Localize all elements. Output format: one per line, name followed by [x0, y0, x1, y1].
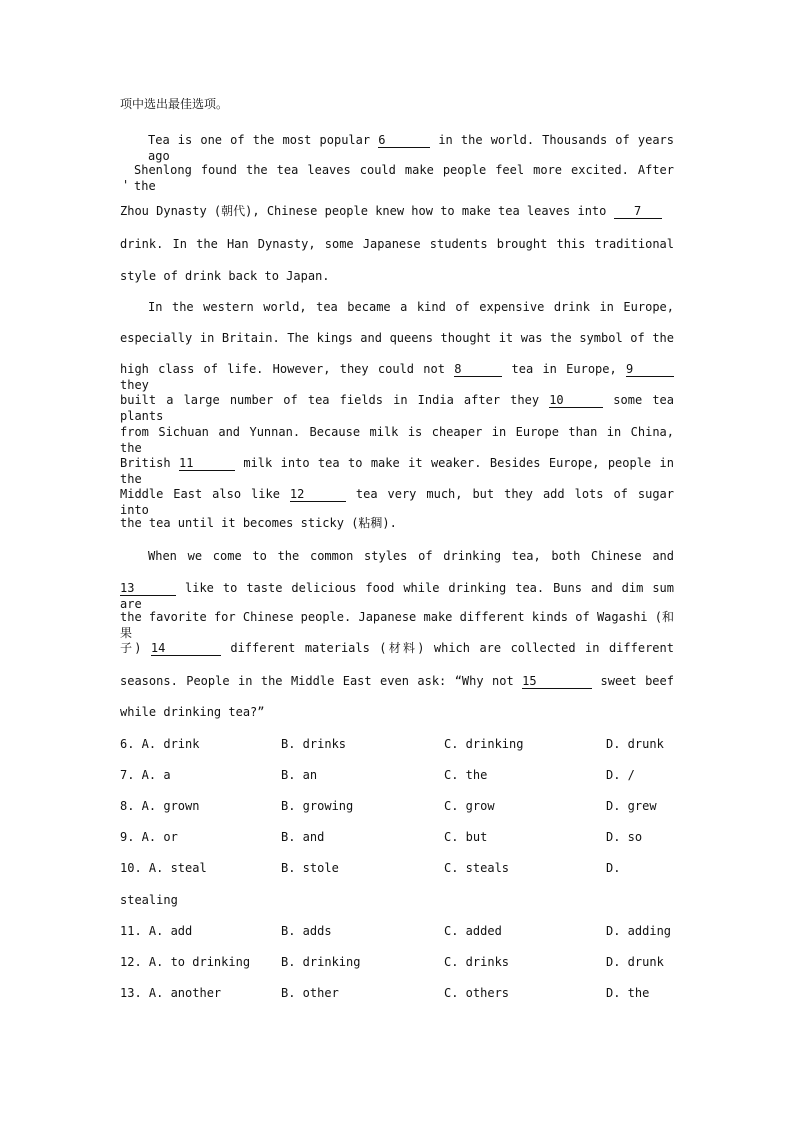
blank-14: 14: [151, 641, 221, 656]
passage-line: Tea is one of the most popular 6 in the world. Thousands of years ago: [148, 133, 674, 163]
passage-line: while drinking tea?”: [120, 705, 265, 719]
option-d: D. so: [606, 830, 643, 844]
blank-10: 10: [549, 393, 603, 408]
option-c: C. drinking: [444, 737, 524, 751]
passage-line: 13 like to taste delicious food while drinking tea. Buns and dim sum are: [120, 581, 674, 611]
option-c: C. others: [444, 986, 510, 1000]
option-wrap-line: [120, 892, 674, 908]
option-d: D. /: [606, 768, 635, 782]
blank-12: 12: [290, 487, 346, 502]
option-d: D. adding: [606, 924, 672, 938]
option-b: B. adds: [281, 924, 332, 938]
option-b: B. an: [281, 768, 318, 782]
passage-line: drink. In the Han Dynasty, some Japanese students brought this traditional: [120, 237, 674, 251]
option-a: 8. A. grown: [120, 799, 200, 813]
passage-line: the tea until it becomes sticky (粘稠).: [120, 516, 397, 530]
question-options: [120, 954, 674, 970]
option-d: D. the: [606, 986, 650, 1000]
question-options: [120, 798, 674, 814]
question-options: [120, 767, 674, 783]
passage-line: high class of life. However, they could not 8 tea in Europe, 9 they: [120, 361, 674, 393]
passage-line: British 11 milk into tea to make it weaker. Besides Europe, people in the: [120, 456, 674, 486]
passage-line: especially in Britain. The kings and queens thought it was the symbol of the: [120, 331, 674, 345]
blank-13: 13: [120, 581, 176, 596]
blank-7: 7: [614, 204, 662, 219]
option-c: C. the: [444, 768, 488, 782]
passage-line: built a large number of tea fields in India after they 10 some tea plants: [120, 393, 674, 423]
question-options: [120, 860, 674, 876]
option-b: B. other: [281, 986, 339, 1000]
option-a: 11. A. add: [120, 924, 193, 938]
option-b: B. drinks: [281, 737, 347, 751]
option-d: D. drunk: [606, 737, 664, 751]
blank-8: 8: [454, 362, 502, 377]
option-c: C. added: [444, 924, 502, 938]
passage-line: Middle East also like 12 tea very much, but they add lots of sugar into: [120, 487, 674, 517]
option-a: 13. A. another: [120, 986, 222, 1000]
passage-line: 子) 14 different materials (材料) which are collected in different: [120, 641, 674, 655]
option-b: B. stole: [281, 861, 339, 875]
passage-line: style of drink back to Japan.: [120, 269, 330, 283]
option-d: D. drunk: [606, 955, 664, 969]
passage-line: the favorite for Chinese people. Japanese make different kinds of Wagashi (和果: [120, 610, 674, 640]
option-b: B. growing: [281, 799, 354, 813]
option-b: B. drinking: [281, 955, 361, 969]
option-a: 10. A. steal: [120, 861, 207, 875]
option-b: B. and: [281, 830, 325, 844]
question-options: [120, 985, 674, 1001]
blank-6: 6: [378, 133, 430, 148]
option-a: 12. A. to drinking: [120, 955, 251, 969]
blank-11: 11: [179, 456, 235, 471]
option-c: C. grow: [444, 799, 495, 813]
question-options: [120, 923, 674, 939]
blank-9: 9: [626, 362, 674, 377]
option-c: C. drinks: [444, 955, 510, 969]
blank-15: 15: [522, 674, 592, 689]
option-a: 7. A. a: [120, 768, 171, 782]
question-options: [120, 829, 674, 845]
passage-line: Shenlong found the tea leaves could make people feel more excited. After the: [134, 163, 674, 193]
option-c: C. steals: [444, 861, 510, 875]
instruction-text: 项中选出最佳选项。: [120, 97, 229, 111]
option-a: 9. A. or: [120, 830, 178, 844]
question-options: [120, 736, 674, 752]
passage-line: When we come to the common styles of drinking tea, both Chinese and: [148, 549, 674, 563]
option-d: D. grew: [606, 799, 657, 813]
option-a: 6. A. drink: [120, 737, 200, 751]
passage-line: seasons. People in the Middle East even ask: “Why not 15 sweet beef: [120, 674, 674, 688]
option-d: D.: [606, 861, 621, 875]
option-d-wrapped: stealing: [120, 893, 178, 907]
passage-line: from Sichuan and Yunnan. Because milk is cheaper in Europe than in China, the: [120, 425, 674, 455]
stray-mark: ': [122, 178, 130, 192]
passage-line: Zhou Dynasty (朝代), Chinese people knew how to make tea leaves into 7: [120, 203, 674, 219]
passage-line: In the western world, tea became a kind of expensive drink in Europe,: [148, 300, 674, 314]
option-c: C. but: [444, 830, 488, 844]
